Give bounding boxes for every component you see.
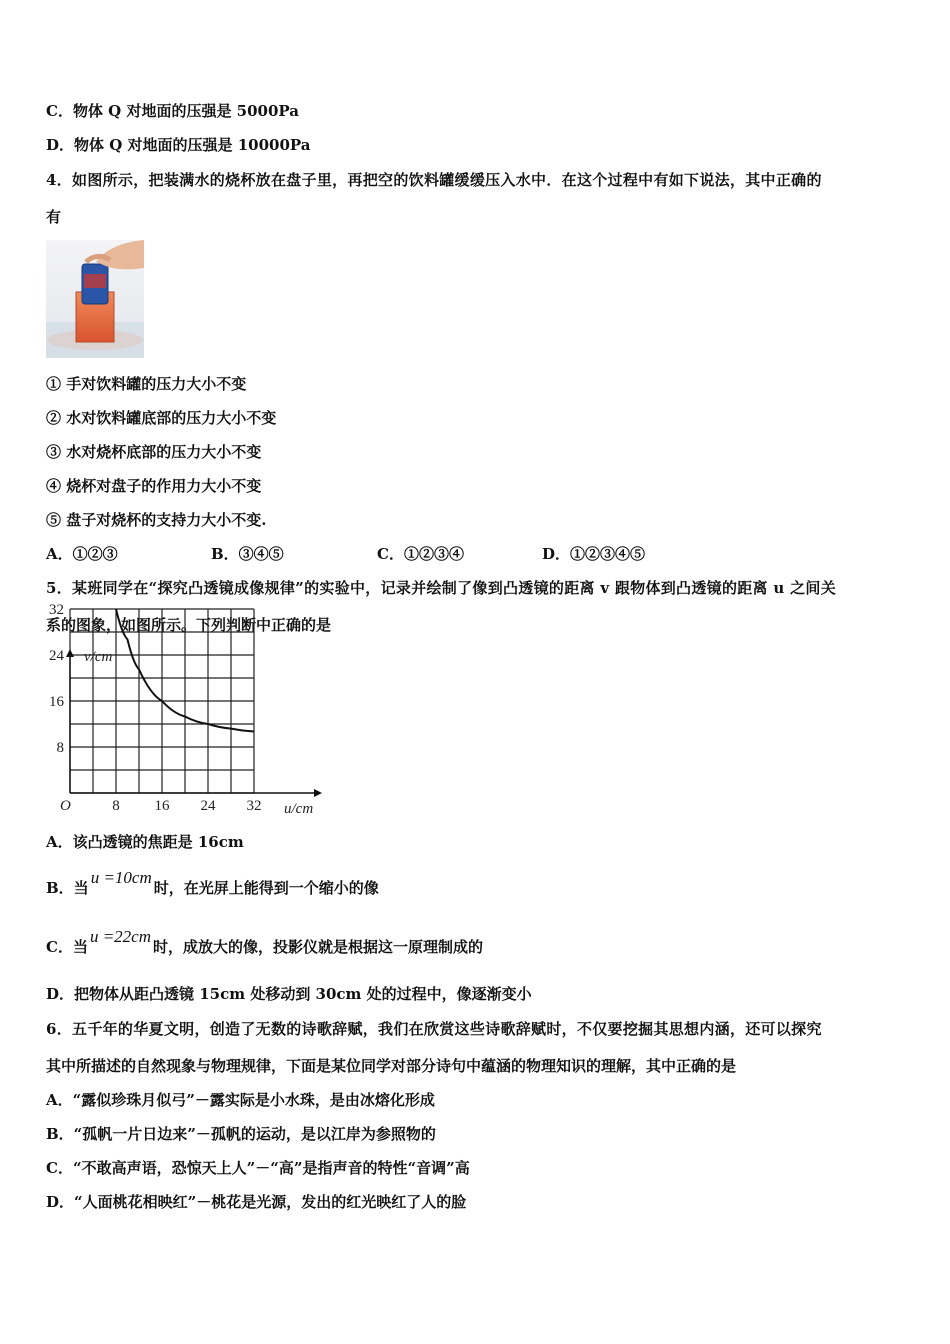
graph-axes (66, 649, 322, 797)
q3-option-c: C．物体 Q 对地面的压强是 5000Pa (46, 102, 300, 120)
q5-option-c-prefix: C．当 (46, 938, 88, 956)
q5-option-c-suffix: 时，成放大的像，投影仪就是根据这一原理制成的 (153, 938, 484, 956)
q4-options (0, 543, 950, 565)
y-tick-label: 32 (49, 602, 64, 618)
q6-stem-line2: 其中所描述的自然现象与物理规律，下面是某位同学对部分诗句中蕴涵的物理知识的理解，其中正确的是 (46, 1057, 737, 1075)
q5-option-b-prefix: B．当 (46, 879, 89, 897)
q5-option-b (46, 868, 379, 898)
x-tick-label: 32 (246, 798, 262, 814)
q6-option-c: C．“不敢高声语，恐惊天上人”－“高”是指声音的特性“音调”高 (46, 1159, 470, 1177)
q5-option-d: D．把物体从距凸透镜 15cm 处移动到 30cm 处的过程中，像逐渐变小 (46, 985, 532, 1003)
origin-label: O (60, 798, 71, 814)
q6-option-d: D．“人面桃花相映红”－桃花是光源，发出的红光映红了人的脸 (46, 1193, 467, 1211)
beaker-can-photo (46, 240, 144, 358)
x-axis-label: u/cm (284, 801, 314, 817)
q5-stem-line2: 系的图象，如图所示。下列判断中正确的是 (46, 616, 332, 634)
y-tick-label: 16 (49, 694, 64, 710)
y-tick-label: 24 (49, 648, 64, 664)
q5-option-c-math: u =22cm (89, 927, 151, 946)
y-tick-label: 8 (56, 740, 64, 756)
q5-option-b-suffix: 时，在光屏上能得到一个缩小的像 (153, 879, 379, 897)
q4-option-b: B．③④⑤ (211, 545, 284, 563)
q4-option-d: D．①②③④⑤ (542, 545, 646, 563)
q5-option-c (46, 927, 484, 957)
q5-stem-line1: 5．某班同学在“探究凸透镜成像规律”的实验中，记录并绘制了像到凸透镜的距离 v 跟物体到凸透镜的距离 u 之间关 (46, 579, 837, 597)
q4-option-c: C．①②③④ (377, 545, 464, 563)
q6-option-a: A．“露似珍珠月似弓”－露实际是小水珠，是由冰熔化形成 (46, 1091, 435, 1109)
q5-option-a: A．该凸透镜的焦距是 16cm (46, 833, 244, 851)
q4-statement-2: ② 水对饮料罐底部的压力大小不变 (46, 409, 277, 427)
q4-stem-line1: 4．如图所示，把装满水的烧杯放在盘子里，再把空的饮料罐缓缓压入水中．在这个过程中有如下说法，其中正确的 (46, 171, 822, 189)
x-tick-label: 24 (200, 798, 216, 814)
q3-option-d: D．物体 Q 对地面的压强是 10000Pa (46, 136, 311, 154)
q4-statement-5: ⑤ 盘子对烧杯的支持力大小不变. (46, 511, 267, 529)
q4-statement-1: ① 手对饮料罐的压力大小不变 (46, 375, 247, 393)
x-axis-arrow (314, 789, 322, 797)
q4-stem-line2: 有 (46, 208, 62, 226)
x-tick-label: 8 (112, 798, 120, 814)
q6-stem-line1: 6．五千年的华夏文明，创造了无数的诗歌辞赋，我们在欣赏这些诗歌辞赋时，不仅要挖掘其思想内涵，还可以探究 (46, 1020, 822, 1038)
q4-option-a: A．①②③ (46, 545, 118, 563)
q4-statement-3: ③ 水对烧杯底部的压力大小不变 (46, 443, 262, 461)
y-axis-label: v/cm (84, 649, 113, 665)
y-axis-arrow (66, 649, 74, 657)
q5-option-b-math: u =10cm (90, 868, 152, 887)
q4-statement-4: ④ 烧杯对盘子的作用力大小不变 (46, 477, 262, 495)
q6-option-b: B．“孤帆一片日边来”－孤帆的运动，是以江岸为参照物的 (46, 1125, 436, 1143)
x-tick-label: 16 (154, 798, 170, 814)
